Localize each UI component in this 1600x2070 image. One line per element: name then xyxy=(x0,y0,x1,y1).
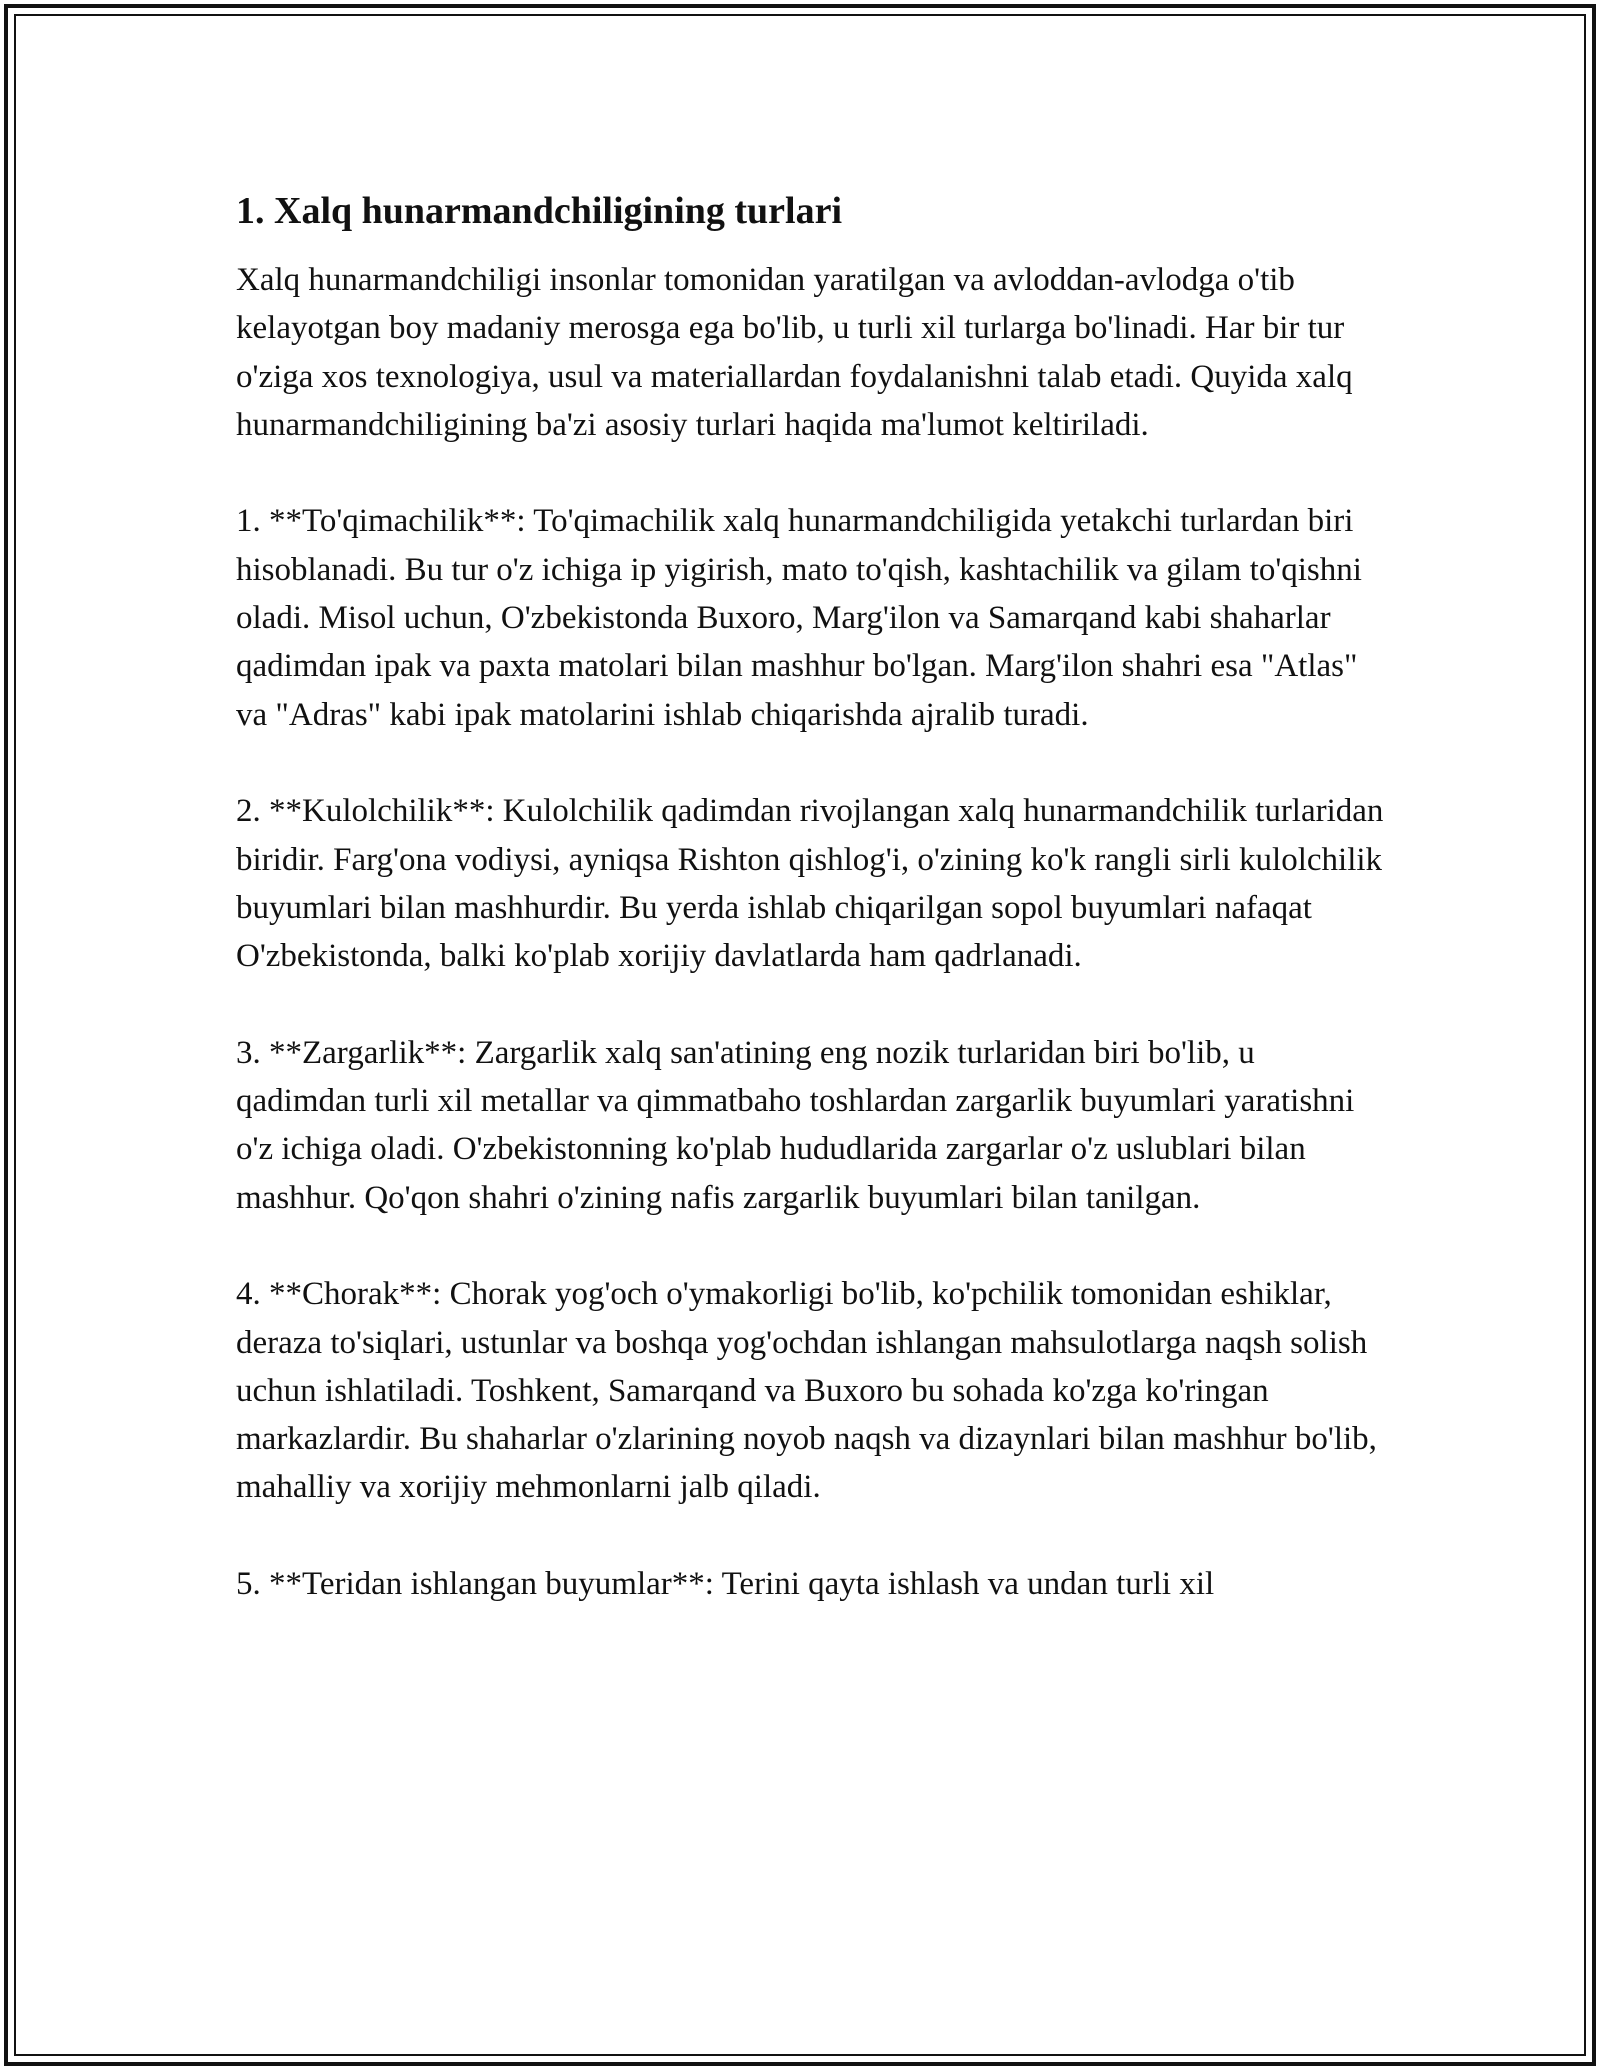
paragraph-kulolchilik: 2. **Kulolchilik**: Kulolchilik qadimdan rivojlangan xalq hunarmandchilik turlaridan biridir. Farg'ona vodiysi, ayniqsa Rishton qishlog'i, o'zining ko'k rangli sirli kulolchilik buyumlari bilan mashhurdir. Bu yerda ishlab chiqarilgan sopol buyumlari nafaqat O'zbekistonda, balki ko'plab xorijiy davlatlarda ham qadrlanadi. xyxy=(236,793,1384,975)
paragraph-toqimachilik: 1. **To'qimachilik**: To'qimachilik xalq hunarmandchiligida yetakchi turlardan biri hisoblanadi. Bu tur o'z ichiga ip yigirish, mato to'qish, kashtachilik va gilam to'qishni oladi. Misol uchun, O'zbekistonda Buxoro, Marg'ilon va Samarqand kabi shaharlar qadimdan ipak va paxta matolari bilan mashhur bo'lgan. Marg'ilon shahri esa "Atlas" va "Adras" kabi ipak matolarini ishlab chiqarishda ajralib turadi. xyxy=(236,503,1362,733)
paragraph-zargarlik: 3. **Zargarlik**: Zargarlik xalq san'atining eng nozik turlaridan biri bo'lib, u qadimdan turli xil metallar va qimmatbaho toshlardan zargarlik buyumlari yaratishni o'z ichiga oladi. O'zbekistonning ko'plab hududlarida zargarlar o'z uslublari bilan mashhur. Qo'qon shahri o'zining nafis zargarlik buyumlari bilan tanilgan. xyxy=(236,1034,1355,1216)
paragraph-chorak: 4. **Chorak**: Chorak yog'och o'ymakorligi bo'lib, ko'pchilik tomonidan eshiklar, deraza to'siqlari, ustunlar va boshqa yog'ochdan ishlangan mahsulotlarga naqsh solish uchun ishlatiladi. Toshkent, Samarqand va Buxoro bu sohada ko'zga ko'ringan markazlardir. Bu shaharlar o'zlarining noyob naqsh va dizaynlari bilan mashhur bo'lib, mahalliy va xorijiy mehmonlarni jalb qiladi. xyxy=(236,1276,1377,1506)
intro-paragraph: Xalq hunarmandchiligi insonlar tomonidan yaratilgan va avloddan-avlodga o'tib kelayotgan boy madaniy merosga ega bo'lib, u turli xil turlarga bo'linadi. Har bir tur o'ziga xos texnologiya, usul va materiallardan foydalanishni talab etadi. Quyida xalq hunarmandchiligining ba'zi asosiy turlari haqida ma'lumot keltiriladi. xyxy=(236,262,1353,443)
document-body xyxy=(236,184,1386,1608)
document-title: 1. Xalq hunarmandchiligining turlari xyxy=(236,190,843,232)
paragraph-teridan-ishlangan: 5. **Teridan ishlangan buyumlar**: Terini qayta ishlash va undan turli xil xyxy=(236,1566,1215,1603)
